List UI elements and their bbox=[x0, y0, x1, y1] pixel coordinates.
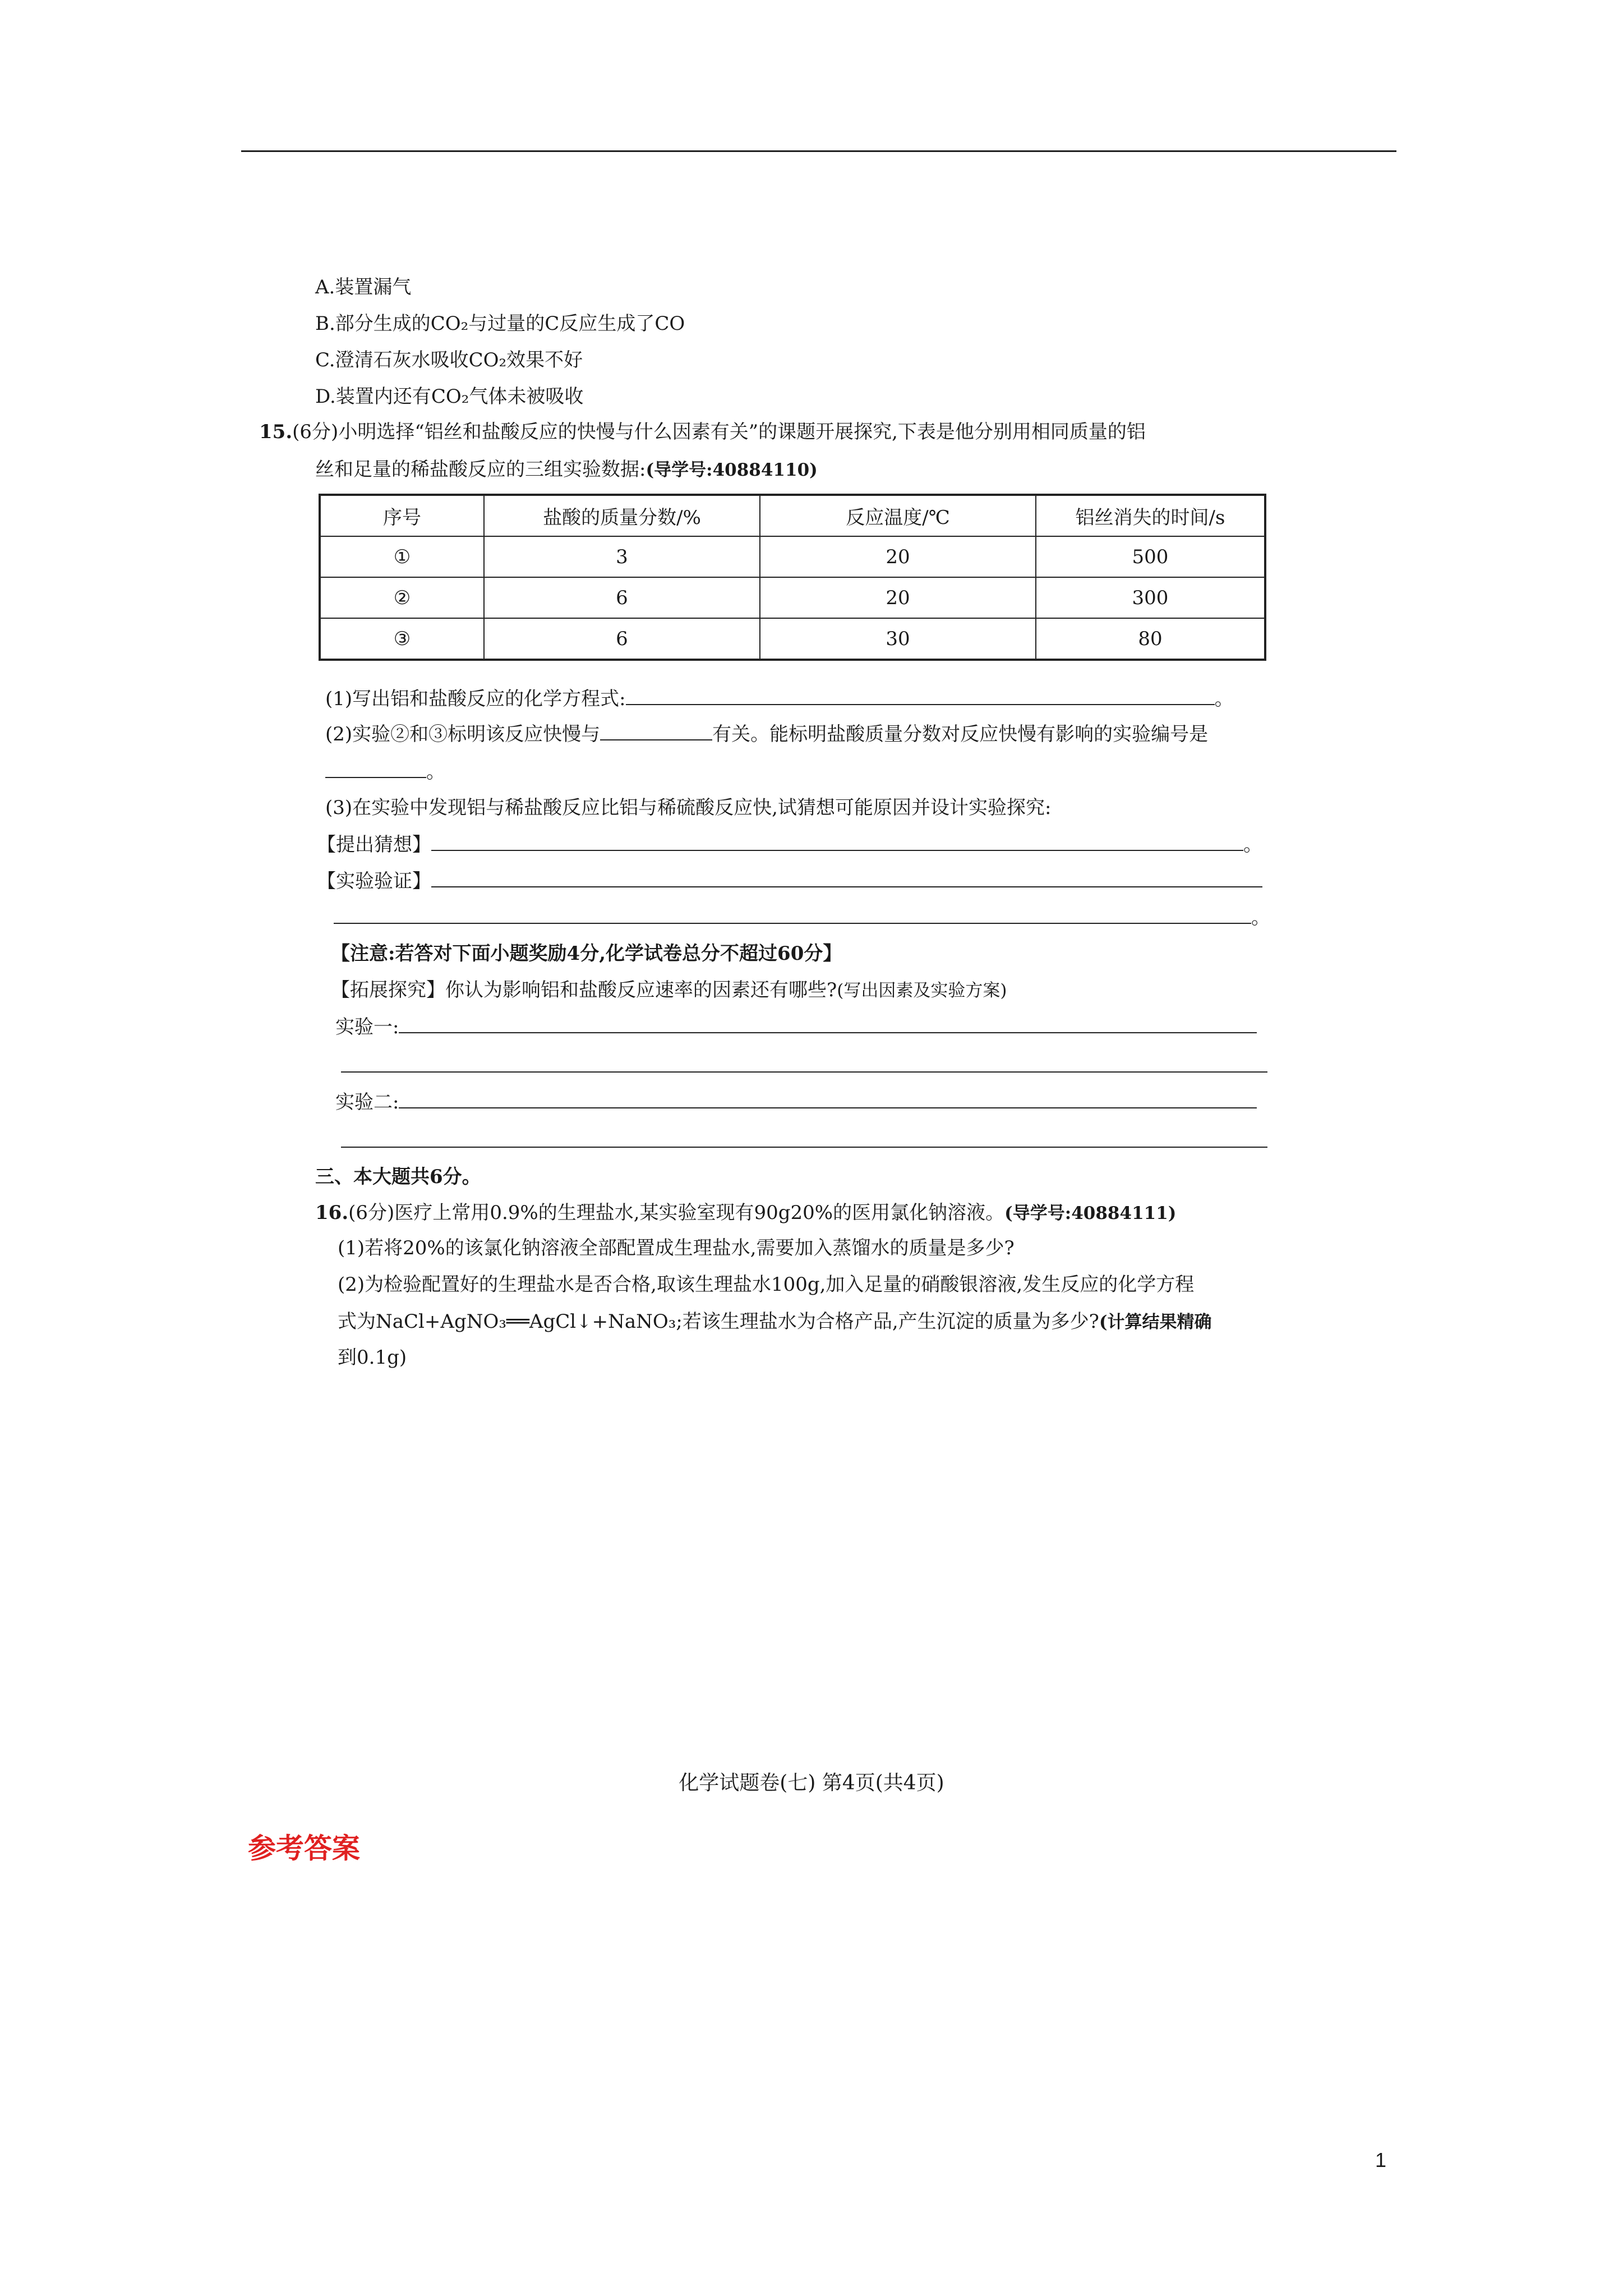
q15-sub3: (3)在实验中发现铝与稀盐酸反应比铝与稀硫酸反应快,试猜想可能原因并设计实验探究: bbox=[325, 797, 1052, 819]
answer-blank[interactable] bbox=[626, 687, 1215, 705]
q15-sub2-cont bbox=[325, 760, 445, 784]
table-cell: 6 bbox=[484, 577, 760, 618]
q15-stem-text: (6分)小明选择“铝丝和盐酸反应的快慢与什么因素有关”的课题开展探究,下表是他分别用相同质量的铝 bbox=[292, 421, 1146, 443]
experiment-1-label: 实验一: bbox=[335, 1016, 399, 1038]
q15-sub2-text-a: (2)实验②和③标明该反应快慢与 bbox=[325, 723, 601, 746]
q15-number: 15. bbox=[259, 421, 293, 443]
q15-guide-number: (导学号:40884110) bbox=[645, 460, 818, 480]
answer-blank[interactable] bbox=[431, 833, 1243, 851]
table-cell: 20 bbox=[760, 536, 1036, 577]
table-cell: 300 bbox=[1036, 577, 1265, 618]
answer-blank[interactable] bbox=[431, 869, 1262, 887]
q15-sub1 bbox=[325, 687, 1234, 711]
q16-guide-number: (导学号:40884111) bbox=[1004, 1203, 1177, 1223]
q14-option-a: A.装置漏气 bbox=[315, 276, 412, 298]
period: 。 bbox=[1251, 907, 1270, 929]
table-header-cell: 序号 bbox=[320, 495, 484, 536]
q16-sub2-line2 bbox=[338, 1310, 1212, 1333]
q16-sub2-line1: (2)为检验配置好的生理盐水是否合格,取该生理盐水100g,加入足量的硝酸银溶液,发生反应的化学方程 bbox=[338, 1273, 1195, 1296]
q16-sub2-line3: 到0.1g) bbox=[338, 1346, 407, 1369]
page-footer: 化学试题卷(七) 第4页(共4页) bbox=[679, 1772, 944, 1795]
header-rule bbox=[241, 150, 1396, 152]
q16-sub2-hint: (计算结果精确 bbox=[1099, 1312, 1212, 1332]
table-header-cell: 反应温度/℃ bbox=[760, 495, 1036, 536]
q15-verify bbox=[317, 869, 1262, 893]
q15-stem-line1 bbox=[259, 421, 1146, 444]
answer-title: 参考答案 bbox=[248, 1832, 360, 1865]
q16-number: 16. bbox=[315, 1202, 349, 1224]
answer-rule bbox=[341, 1071, 1267, 1073]
table-row bbox=[320, 536, 1265, 577]
answer-blank[interactable] bbox=[399, 1015, 1257, 1033]
table-cell: ② bbox=[320, 577, 484, 618]
q14-option-b: B.部分生成的CO₂与过量的C反应生成了CO bbox=[315, 312, 685, 335]
table-header-cell: 铝丝消失的时间/s bbox=[1036, 495, 1265, 536]
table-row bbox=[320, 618, 1265, 660]
page-number: 1 bbox=[1375, 2148, 1387, 2171]
extend-hint: (写出因素及实验方案) bbox=[837, 981, 1007, 1001]
q14-option-c: C.澄清石灰水吸收CO₂效果不好 bbox=[315, 349, 583, 371]
answer-rule bbox=[341, 1147, 1267, 1148]
guess-label: 【提出猜想】 bbox=[317, 834, 431, 856]
bonus-note: 【注意:若答对下面小题奖励4分,化学试卷总分不超过60分】 bbox=[331, 942, 842, 965]
experiment-2-label: 实验二: bbox=[335, 1091, 399, 1114]
q16-stem-text: (6分)医疗上常用0.9%的生理盐水,某实验室现有90g20%的医用氯化钠溶液。 bbox=[348, 1202, 1005, 1224]
verify-label: 【实验验证】 bbox=[317, 870, 431, 892]
q15-stem-text2: 丝和足量的稀盐酸反应的三组实验数据: bbox=[315, 458, 646, 481]
answer-blank[interactable] bbox=[325, 760, 426, 778]
experiment-2 bbox=[335, 1091, 1257, 1114]
table-row bbox=[320, 577, 1265, 618]
table-cell: 30 bbox=[760, 618, 1036, 660]
q15-guess bbox=[317, 833, 1262, 857]
q15-stem-line2 bbox=[315, 458, 818, 481]
table-cell: ① bbox=[320, 536, 484, 577]
experiment-1 bbox=[335, 1015, 1257, 1039]
period: 。 bbox=[1214, 688, 1234, 710]
q16-sub2-text: 式为NaCl+AgNO₃══AgCl↓+NaNO₃;若该生理盐水为合格产品,产生沉淀的质量为多少? bbox=[338, 1310, 1099, 1333]
q15-sub1-text: (1)写出铝和盐酸反应的化学方程式: bbox=[325, 688, 626, 710]
q15-sub2 bbox=[325, 723, 1208, 746]
answer-blank[interactable] bbox=[399, 1091, 1257, 1108]
q15-verify-cont bbox=[334, 906, 1270, 930]
section-3-heading: 三、本大题共6分。 bbox=[315, 1166, 481, 1188]
answer-blank[interactable] bbox=[334, 906, 1251, 924]
q14-option-d: D.装置内还有CO₂气体未被吸收 bbox=[315, 385, 584, 408]
answer-blank[interactable] bbox=[600, 723, 712, 740]
extend-question bbox=[331, 979, 1007, 1002]
table-header-cell: 盐酸的质量分数/% bbox=[484, 495, 760, 536]
table-cell: 3 bbox=[484, 536, 760, 577]
table-header-row bbox=[320, 495, 1265, 536]
period: 。 bbox=[426, 761, 445, 783]
q15-sub2-text-b: 有关。能标明盐酸质量分数对反应快慢有影响的实验编号是 bbox=[712, 723, 1209, 746]
table-cell: 500 bbox=[1036, 536, 1265, 577]
period: 。 bbox=[1243, 834, 1262, 856]
q15-data-table bbox=[319, 494, 1266, 661]
table-cell: ③ bbox=[320, 618, 484, 660]
table-cell: 80 bbox=[1036, 618, 1265, 660]
table-cell: 20 bbox=[760, 577, 1036, 618]
q16-stem bbox=[315, 1202, 1176, 1225]
table-cell: 6 bbox=[484, 618, 760, 660]
q16-sub1: (1)若将20%的该氯化钠溶液全部配置成生理盐水,需要加入蒸馏水的质量是多少? bbox=[338, 1237, 1015, 1259]
extend-label: 【拓展探究】你认为影响铝和盐酸反应速率的因素还有哪些? bbox=[331, 979, 837, 1001]
